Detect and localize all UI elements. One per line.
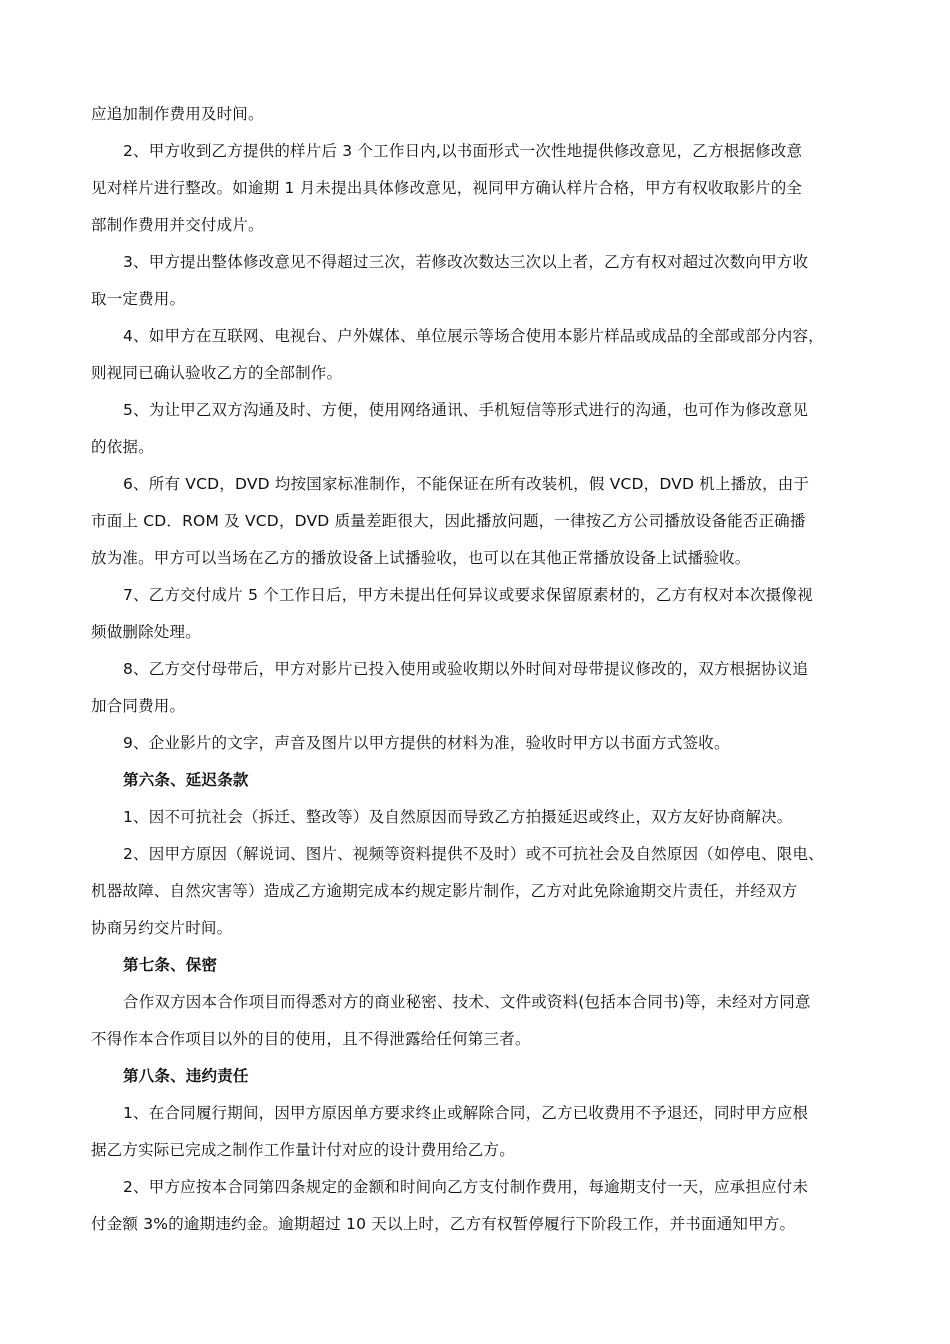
paragraph-line: 7、乙方交付成片 5 个工作日后，甲方未提出任何异议或要求保留原素材的，乙方有权对本次摄像视 <box>123 586 813 604</box>
paragraph-line: 1、因不可抗社会（拆迁、整改等）及自然原因而导致乙方拍摄延迟或终止，双方友好协商解决。 <box>123 808 793 826</box>
paragraph-line: 6、所有 VCD，DVD 均按国家标准制作，不能保证在所有改装机，假 VCD，DVD 机上播放，由于 <box>123 475 810 493</box>
paragraph-line: 放为准。甲方可以当场在乙方的播放设备上试播验收，也可以在其他正常播放设备上试播验收。 <box>91 549 751 567</box>
paragraph-line: 市面上 CD．ROM 及 VCD，DVD 质量差距很大，因此播放问题，一律按乙方公司播放设备能否正确播 <box>91 512 806 530</box>
paragraph <box>91 1169 862 1243</box>
paragraph-line: 2、因甲方原因（解说词、图片、视频等资料提供不及时）或不可抗社会及自然原因（如停电、限电、 <box>123 845 824 863</box>
paragraph <box>91 318 862 392</box>
section-heading: 第七条、保密 <box>123 956 218 974</box>
paragraph-line: 协商另约交片时间。 <box>91 919 233 937</box>
paragraph-line: 3、甲方提出整体修改意见不得超过三次，若修改次数达三次以上者，乙方有权对超过次数向甲方收 <box>123 253 809 271</box>
paragraph-line: 见对样片进行整改。如逾期 1 月未提出具体修改意见，视同甲方确认样片合格，甲方有权收取影片的全 <box>91 179 803 197</box>
paragraph-line: 9、企业影片的文字，声音及图片以甲方提供的材料为准，验收时甲方以书面方式签收。 <box>123 734 730 752</box>
paragraph <box>91 577 862 651</box>
paragraph-line: 则视同已确认验收乙方的全部制作。 <box>91 364 343 382</box>
paragraph-line: 付金额 3%的逾期违约金。逾期超过 10 天以上时，乙方有权暂停履行下阶段工作，并书面通知甲方。 <box>91 1215 796 1233</box>
section-heading: 第八条、违约责任 <box>123 1067 249 1085</box>
paragraph <box>91 392 862 466</box>
paragraph-line: 2、甲方收到乙方提供的样片后 3 个工作日内,以书面形式一次性地提供修改意见，乙方根据修改意 <box>123 142 803 160</box>
paragraph <box>91 651 862 725</box>
paragraph-line: 应追加制作费用及时间。 <box>91 105 264 123</box>
paragraph-line: 5、为让甲乙双方沟通及时、方便，使用网络通讯、手机短信等形式进行的沟通，也可作为修改意见 <box>123 401 809 419</box>
paragraph-line: 4、如甲方在互联网、电视台、户外媒体、单位展示等场合使用本影片样品或成品的全部或部分内容， <box>123 327 824 345</box>
paragraph-line: 的依据。 <box>91 438 154 456</box>
paragraph-line: 合作双方因本合作项目而得悉对方的商业秘密、技术、文件或资料(包括本合同书)等，未经对方同意 <box>123 993 811 1011</box>
paragraph <box>91 984 862 1058</box>
paragraph-line: 部制作费用并交付成片。 <box>91 216 264 234</box>
paragraph <box>91 1095 862 1169</box>
paragraph-line: 1、在合同履行期间，因甲方原因单方要求终止或解除合同，乙方已收费用不予退还，同时甲方应根 <box>123 1104 809 1122</box>
paragraph-line: 机器故障、自然灾害等）造成乙方逾期完成本约规定影片制作，乙方对此免除逾期交片责任，并经双方 <box>91 882 798 900</box>
paragraph-line: 据乙方实际已完成之制作工作量计付对应的设计费用给乙方。 <box>91 1141 515 1159</box>
document-body <box>91 96 862 1243</box>
paragraph <box>91 725 862 762</box>
paragraph-line: 取一定费用。 <box>91 290 186 308</box>
paragraph-line: 8、乙方交付母带后，甲方对影片已投入使用或验收期以外时间对母带提议修改的，双方根据协议追 <box>123 660 809 678</box>
paragraph <box>91 244 862 318</box>
paragraph <box>91 96 862 133</box>
paragraph <box>91 799 862 836</box>
section-heading: 第六条、延迟条款 <box>123 771 249 789</box>
paragraph <box>91 836 862 947</box>
paragraph-line: 2、甲方应按本合同第四条规定的金额和时间向乙方支付制作费用，每逾期支付一天，应承担应付未 <box>123 1178 809 1196</box>
paragraph <box>91 466 862 577</box>
paragraph-line: 加合同费用。 <box>91 697 186 715</box>
paragraph-line: 频做删除处理。 <box>91 623 201 641</box>
paragraph <box>91 133 862 244</box>
paragraph-line: 不得作本合作项目以外的目的使用，且不得泄露给任何第三者。 <box>91 1030 531 1048</box>
